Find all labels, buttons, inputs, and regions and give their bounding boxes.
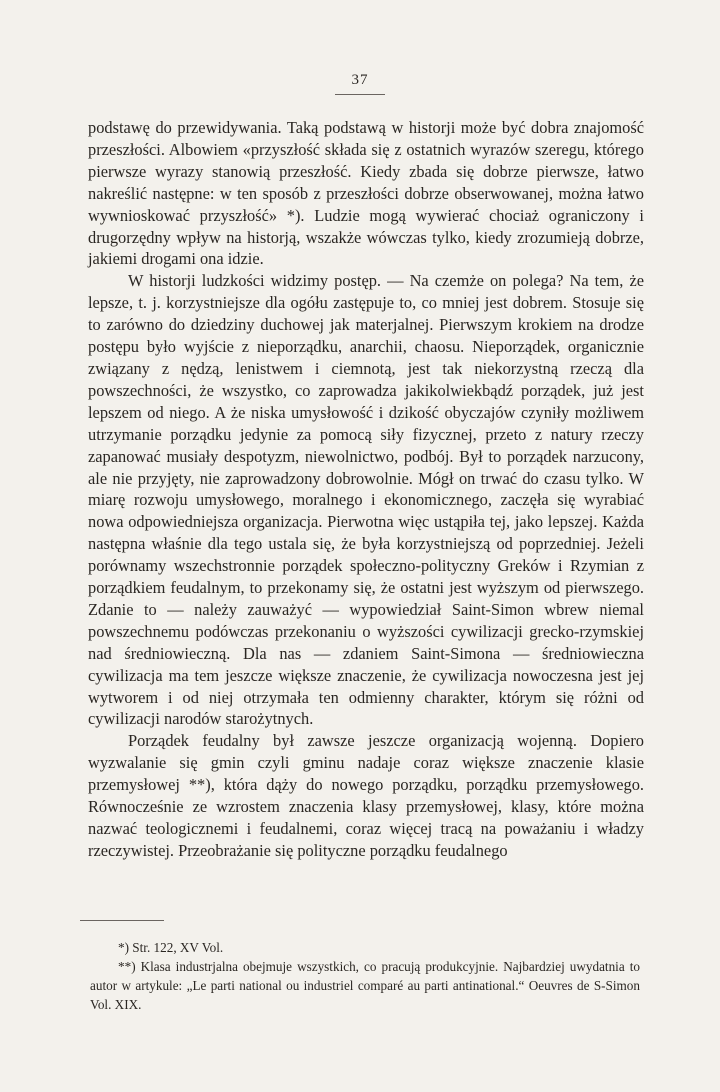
paragraph-3: Porządek feudalny był zawsze jeszcze organizacją wojenną. Dopiero wyzwalanie się gmin czyli gminu nadaje coraz większe znaczenie klasie przemysłowej **), która dąży do nowego porządku, porządku przemysłowego. Równocześnie ze wzrostem znaczenia klasy przemysłowej, klasy, które można nazwać teologicznemi i feudalnemi, coraz więcej tracą na poważaniu i władzy rzeczywistej. Przeobrażanie się polityczne porządku feudalnego (88, 731, 644, 860)
paragraph-1: podstawę do przewidywania. Taką podstawą w historji może być dobra znajomość przeszłości. Albowiem «przyszłość składa się z ostatnich wyrazów szeregu, którego pierwsze wyrazy stanowią przeszłość. Kiedy zbada się dobrze pierwsze, łatwo nakreślić następne: w ten sposób z przeszłości dobrze obserwowanej, można łatwo wywnioskować przyszłość» *). Ludzie mogą wywierać chociaż ograniczony i drugorzędny wpływ na historją, wszakże wówczas tylko, kiedy zrozumieją dobrze, jakiemi drogami ona idzie. (88, 118, 644, 269)
footnote-2: **) Klasa industrjalna obejmuje wszystkich, co pracują produkcyjnie. Najbardziej uwydatnia to autor w artykule: „Le parti national ou industriel comparé au parti antinational.“ Oeuvres de S-Simon Vol. XIX. (90, 959, 640, 1012)
footnote-1: *) Str. 122, XV Vol. (118, 940, 224, 955)
main-text (88, 117, 644, 862)
footnotes (90, 938, 640, 1014)
footnote-separator (80, 920, 164, 921)
paragraph-2: W historji ludzkości widzimy postęp. — Na czemże on polega? Na tem, że lepsze, t. j. korzystniejsze dla ogółu zastępuje to, co mniej jest dobrem. Stosuje się to zarówno do dziedziny duchowej jak materjalnej. Pierwszym krokiem na drodze postępu było wyjście z nieporządku, anarchii, chaosu. Nieporządek, organicznie związany z nędzą, lenistwem i ciemnotą, jest tak niekorzystną rzeczą dla powszechności, że wszystko, co zaprowadza jakikolwiekbądź porządek, już jest lepszem od niego. A że niska umysłowość i dzikość obyczajów czyniły możliwem utrzymanie porządku jedynie za pomocą siły fizycznej, przeto z natury rzeczy zapanować musiały despotyzm, niewolnictwo, podbój. Był to porządek narzucony, ale nie przyjęty, nie zaprowadzony dobrowolnie. Mógł on trwać do czasu tylko. W miarę rozwoju umysłowego, moralnego i ekonomicznego, zaczęła się wyrabiać nowa odpowiedniejsza organizacja. Pierwotna więc ustąpiła tej, jako lepszej. Każda następna właśnie dla tego ustala się, że była korzystniejszą od poprzedniej. Jeżeli porównamy wszechstronnie porządek społeczno-polityczny Greków i Rzymian z porządkiem feudalnym, to przekonamy się, że ostatni jest wyższym od pierwszego. Zdanie to — należy zauważyć — wypowiedział Saint-Simon wbrew niemal powszechnemu podówczas przekonaniu o wyższości cywilizacji grecko-rzymskiej nad średniowieczną. Dla nas — zdaniem Saint-Simona — średniowieczna cywilizacja ma tem jeszcze większe znaczenie, że cywilizacja nowoczesna jest jej wytworem i od niej otrzymała ten odmienny charakter, którym się różni od cywilizacji narodów starożytnych. (88, 271, 644, 729)
page-number-rule (335, 94, 385, 95)
page-number: 37 (351, 72, 369, 88)
